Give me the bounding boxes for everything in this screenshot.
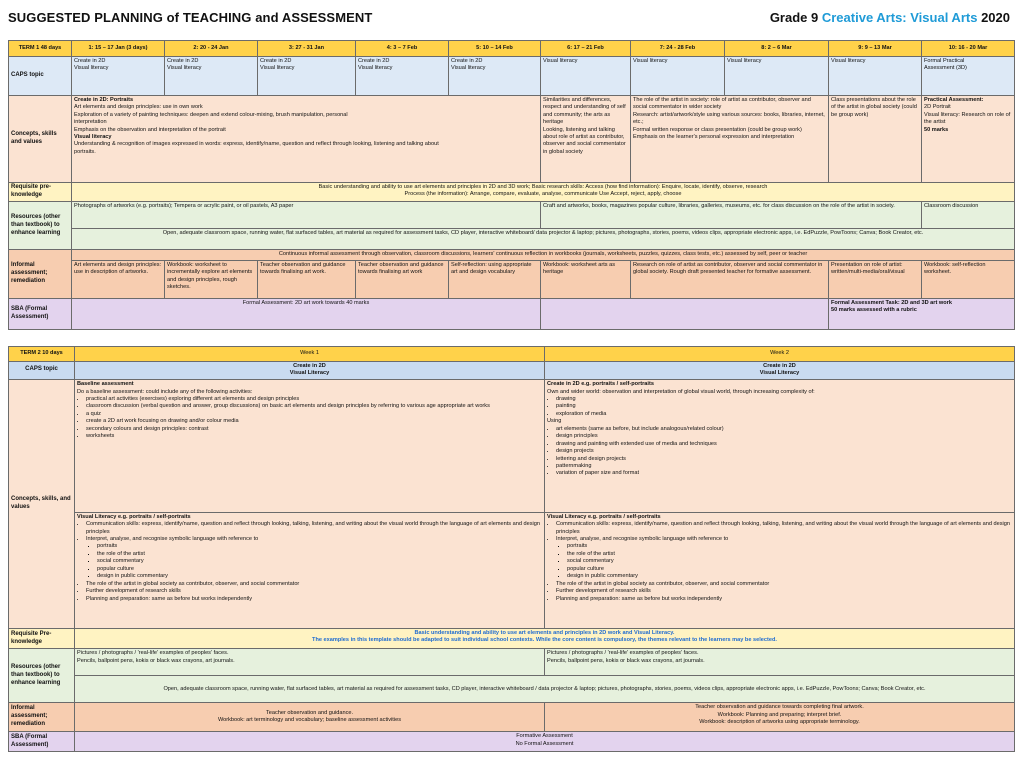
term1-prereq-row [9,182,1015,202]
list-item: • Interpret, analyse, and recognise symbolic language with reference to [556,536,1012,543]
list-item: ▪ design in public commentary [97,573,542,580]
visual-literacy-title: Visual Literacy e.g. portraits / self-portraits [547,513,661,520]
sba-task-line: Formal Assessment Task: 2D and 3D art work [831,299,952,306]
list-item: ▪ portraits [567,543,1012,550]
term2-sba-row [9,732,1015,752]
resources-cell: Pictures / photographs / 'real-life' examples of peoples' faces. Pencils, ballpoint pens, kokis or black wax crayons, art journals. [545,649,1015,676]
list-item: • practical art activities (exercises) exploring different art elements and design principles [86,396,542,403]
list-item: • lettering and design projects [556,456,1012,463]
row-label: Resources (other than textbook) to enhance learning [9,649,75,703]
term2-week-header-row [9,347,1015,362]
caps-cell: Visual literacy [631,56,725,95]
visual-literacy-list [77,521,542,543]
prereq-line: Basic understanding and ability to use art elements and principles in 2D and 3D work; Basic research skills: Access (how find information): Enquire, locate, identify, observe, research [318,183,768,190]
term1-caps-row [9,56,1015,95]
term2-informal-row [9,703,1015,732]
list-item: • patternmaking [556,463,1012,470]
week-header: 7: 24 - 28 Feb [631,41,725,57]
concepts-text: Art elements and design principles: use in own work Exploration of a variety of painting techniques: deepen and extend colour-mixing, brush manipulation, personal interpretation Emphasis on the observation and interpretation of the portrait [74,104,348,133]
concepts-week6-cell: Similarities and differences, respect and understanding of self and community; the arts as heritage Looking, listening and talking about role of artist as contributor, observer and social commentator in global society [541,95,631,182]
practical-assessment-title: Practical Assessment: [924,96,984,103]
term2-resources-general-row [9,676,1015,703]
informal-cell: Workbook: self-reflection worksheet. [922,260,1015,298]
practical-assessment-text: 2D Portrait Visual literacy: Research on role of the artist [924,104,1011,126]
caps-cell: Visual literacy [829,56,922,95]
grade-subject-title [770,10,1010,25]
term1-label: TERM 1 48 days [9,41,72,57]
list-item: • worksheets [86,433,542,440]
list-item: • Planning and preparation: same as before but works independently [556,596,1012,603]
informal-cell: Art elements and design principles: use in description of artworks. [72,260,165,298]
prereq-line: The examples in this template should be adapted to suit individual school contexts. While the core content is compulsory, the themes relevant to the learners may be selected. [312,637,777,644]
sba-line: No Formal Assessment [515,740,574,747]
row-label: SBA (Formal Assessment) [9,298,72,329]
year-label: 2020 [981,10,1010,25]
term1-concepts-row [9,95,1015,182]
list-item: • Planning and preparation: same as before but works independently [86,596,542,603]
term1-resources-general-row [9,229,1015,250]
caps-cell: Create in 2D Visual literacy [258,56,356,95]
sba-line: Formative Assessment [516,733,573,740]
term2-resources-row [9,649,1015,676]
prereq-line: Process (the information): Arrange, compare, evaluate, analyse, communicate Use Accept, reject, apply, choose [404,191,682,198]
concepts-week10-cell [922,95,1015,182]
row-label: SBA (Formal Assessment) [9,732,75,752]
caps-cell: Create in 2D Visual literacy [165,56,258,95]
list-item: • Further development of research skills [86,588,542,595]
caps-cell: Formal Practical Assessment (3D) [922,56,1015,95]
list-item: • classroom discussion (verbal question and answer, group discussions) on basic art elements and design principles by referring to various age appropriate art works [86,403,542,410]
week-header: 8: 2 – 6 Mar [725,41,829,57]
list-item: • drawing and painting with extended use of media and techniques [556,441,1012,448]
resources-cell: Craft and artworks, books, magazines popular culture, libraries, galleries, museums, etc. for class discussion on the role of the artist in society. [541,202,922,229]
caps-cell: Create in 2D Visual literacy [449,56,541,95]
list-item: • art elements (same as before, but include analogous/related colour) [556,426,1012,433]
baseline-assessment-cell [75,380,545,513]
list-item: • variation of paper size and format [556,470,1012,477]
list-item: ▪ popular culture [97,566,542,573]
list-item: • painting [556,403,1012,410]
informal-cell: Teacher observation and guidance towards finalising art work [356,260,449,298]
caps-cell: Visual literacy [725,56,829,95]
list-item: ▪ the role of the artist [97,551,542,558]
create-2d-using: Using [547,418,562,425]
visual-literacy-title: Visual Literacy e.g. portraits / self-portraits [77,513,191,520]
list-item: • Interpret, analyse, and recognise symbolic language with reference to [86,536,542,543]
term2-prereq-row [9,628,1015,649]
grade-label: Grade 9 [769,10,819,25]
resources-general-cell: Open, adequate classroom space, running water, flat surfaced tables, art material as required for assessment tasks, CD player, interactive whiteboard / data projector & laptop; pictures, photographs, stories, poems, videos clips, appropriate electronic apps, i.e. EdPuzzle, PowToons; Canva; Book Creator, etc. [75,676,1015,703]
resources-cell: Pictures / photographs / 'real-life' examples of peoples' faces. Pencils, ballpoint pens, kokis or black wax crayons, art journals. [75,649,545,676]
list-item: ▪ social commentary [97,558,542,565]
visual-literacy-sublist [77,543,542,580]
informal-cell: Workbook: worksheet to incrementally explore art elements and design principles, rough sketches. [165,260,258,298]
row-label: Informal assessment; remediation [9,249,72,298]
informal-cell: Presentation on role of artist: written/multi-media/oral/visual [829,260,922,298]
sba-task-line: 50 marks assessed with a rubric [831,307,917,314]
concepts-week7-8-cell: The role of the artist in society: role of artist as contributor, observer and social commentator in wider society Research: artist/artwork/style using various sources: books, libraries, internet, etc.; Formal written response or class presentation (could be group work) Emphasis on the learner's personal expression and interpretation [631,95,829,182]
visual-literacy-list-2 [77,581,542,603]
informal-cell: Research on role of artist as contributor, observer and social commentator in global society. Rough draft presented teacher for formative assessment. [631,260,829,298]
row-label: Resources (other than textbook) to enhance learning [9,202,72,250]
term2-label: TERM 2 10 days [9,347,75,362]
term1-informal-row [9,249,1015,260]
concepts-create-2d-cell [72,95,541,182]
week-header: 3: 27 - 31 Jan [258,41,356,57]
row-label: CAPS topic [9,56,72,95]
informal-cell: Workbook: worksheet arts as heritage [541,260,631,298]
baseline-title: Baseline assessment [77,381,134,388]
list-item: ▪ social commentary [567,558,1012,565]
list-item: • create a 2D art work focusing on drawing and/or colour media [86,418,542,425]
create-2d-list [547,396,1012,418]
visual-literacy-cell-week1 [75,512,545,628]
visual-literacy-list-2 [547,581,1012,603]
create-2d-cell [545,380,1015,513]
list-item: • Further development of research skills [556,588,1012,595]
resources-general-cell: Open, adequate classroom space, running water, flat surfaced tables, art material as required for assessment tasks, CD player, interactive whiteboard/ data projector & laptop; pictures, photographs, stories, poems, videos clips, appropriate electronic apps, i.e. EdPuzzle, PowToons; Canva; Book Creator, etc. [72,229,1015,250]
prereq-cell [75,628,1015,649]
term1-week-header-row [9,41,1015,57]
list-item: ▪ popular culture [567,566,1012,573]
week-header: 10: 16 - 20 Mar [922,41,1015,57]
caps-cell: Create in 2D Visual Literacy [75,361,545,380]
subject-label: Creative Arts: Visual Arts [821,10,978,25]
term1-table [8,40,1015,330]
resources-cell: Photographs of artworks (e.g. portraits); Tempera or acrylic paint, or oil pastels, A3 paper [72,202,541,229]
informal-cell: Teacher observation and guidance. Workbook: art terminology and vocabulary; baseline assessment activities [75,703,545,732]
list-item: ▪ portraits [97,543,542,550]
baseline-list [77,396,542,441]
visual-literacy-sublist [547,543,1012,580]
week-header: Week 1 [75,347,545,362]
prereq-line: Basic understanding and ability to use art elements and principles in 2D work and Visual Literacy. [414,629,675,636]
term2-concepts-row [9,380,1015,513]
list-item: • The role of the artist in global society as contributor, observer, and social commentator [556,581,1012,588]
caps-cell: Visual literacy [541,56,631,95]
week-header: 2: 20 - 24 Jan [165,41,258,57]
practical-assessment-marks: 50 marks [924,126,949,133]
week-header: Week 2 [545,347,1015,362]
concepts-week9-cell: Class presentations about the role of the artist in global society (could be group work) [829,95,922,182]
informal-cell: Teacher observation and guidance towards finalising art work. [258,260,356,298]
prereq-cell [72,182,1015,202]
page-header [8,8,1016,30]
row-label: Requisite Pre-knowledge [9,628,75,649]
list-item: • design principles [556,433,1012,440]
page-title: SUGGESTED PLANNING of TEACHING and ASSESSMENT [8,10,373,25]
concepts-subtitle: Visual literacy [74,134,112,140]
visual-literacy-cell-week2 [545,512,1015,628]
resources-cell: Classroom discussion [922,202,1015,229]
list-item: ▪ the role of the artist [567,551,1012,558]
term1-informal-weeks-row [9,260,1015,298]
create-2d-intro: Own and wider world: observation and interpretation of global visual world, through increasing complexity of: [547,388,815,395]
sba-empty-cell [541,298,829,329]
term2-table [8,346,1015,752]
sba-task-cell [829,298,1015,329]
term2-caps-row [9,361,1015,380]
row-label: Concepts, skills and values [9,95,72,182]
week-header: 9: 9 – 13 Mar [829,41,922,57]
row-label: Requisite pre-knowledge [9,182,72,202]
create-2d-title: Create in 2D e.g. portraits / self-portraits [547,381,654,388]
row-label: Informal assessment; remediation [9,703,75,732]
caps-cell: Create in 2D Visual literacy [356,56,449,95]
caps-cell: Create in 2D Visual literacy [72,56,165,95]
list-item: • design projects [556,448,1012,455]
visual-literacy-list [547,521,1012,543]
concepts-text: Understanding & recognition of images expressed in words: express, identify/name, question and reflect through looking, listening and talking about portraits. [74,141,439,155]
row-label: Concepts, skills, and values [9,380,75,629]
term2-visual-literacy-row [9,512,1015,628]
sba-cell: Formal Assessment: 2D art work towards 40 marks [72,298,541,329]
list-item: • The role of the artist in global society as contributor, observer, and social commentator [86,581,542,588]
concepts-subtitle: Create in 2D: Portraits [74,96,134,103]
week-header: 1: 15 – 17 Jan (3 days) [72,41,165,57]
list-item: • Communication skills: express, identify/name, question and reflect through looking, talking, listening, and writing about the visual world through the language of art elements and design principles [86,521,542,536]
week-header: 6: 17 – 21 Feb [541,41,631,57]
baseline-intro: Do a baseline assessment: could include any of the following activities: [77,388,253,395]
list-item: • exploration of media [556,411,1012,418]
create-2d-list-2 [547,426,1012,478]
list-item: ▪ design in public commentary [567,573,1012,580]
list-item: • Communication skills: express, identify/name, question and reflect through looking, talking, listening, and writing about the visual world through the language of art elements and design principles [556,521,1012,536]
informal-continuous-cell: Continuous informal assessment through observation, classroom discussions, learners' continuous reflection in workbooks (journals, worksheets, puzzles, quizzes, class tests, etc.) assessed by self, peer or teacher [72,249,1015,260]
list-item: • drawing [556,396,1012,403]
list-item: • secondary colours and design principles: contrast [86,426,542,433]
term1-resources-row [9,202,1015,229]
row-label: CAPS topic [9,361,75,380]
informal-cell: Self-reflection: using appropriate art and design vocabulary [449,260,541,298]
week-header: 5: 10 – 14 Feb [449,41,541,57]
list-item: • a quiz [86,411,542,418]
sba-cell [75,732,1015,752]
term1-sba-row [9,298,1015,329]
informal-cell: Teacher observation and guidance towards completing final artwork. Workbook: Planning and preparing; interpret brief. Workbook: description of artworks using appropriate terminology. [545,703,1015,732]
caps-cell: Create in 2D Visual Literacy [545,361,1015,380]
week-header: 4: 3 – 7 Feb [356,41,449,57]
